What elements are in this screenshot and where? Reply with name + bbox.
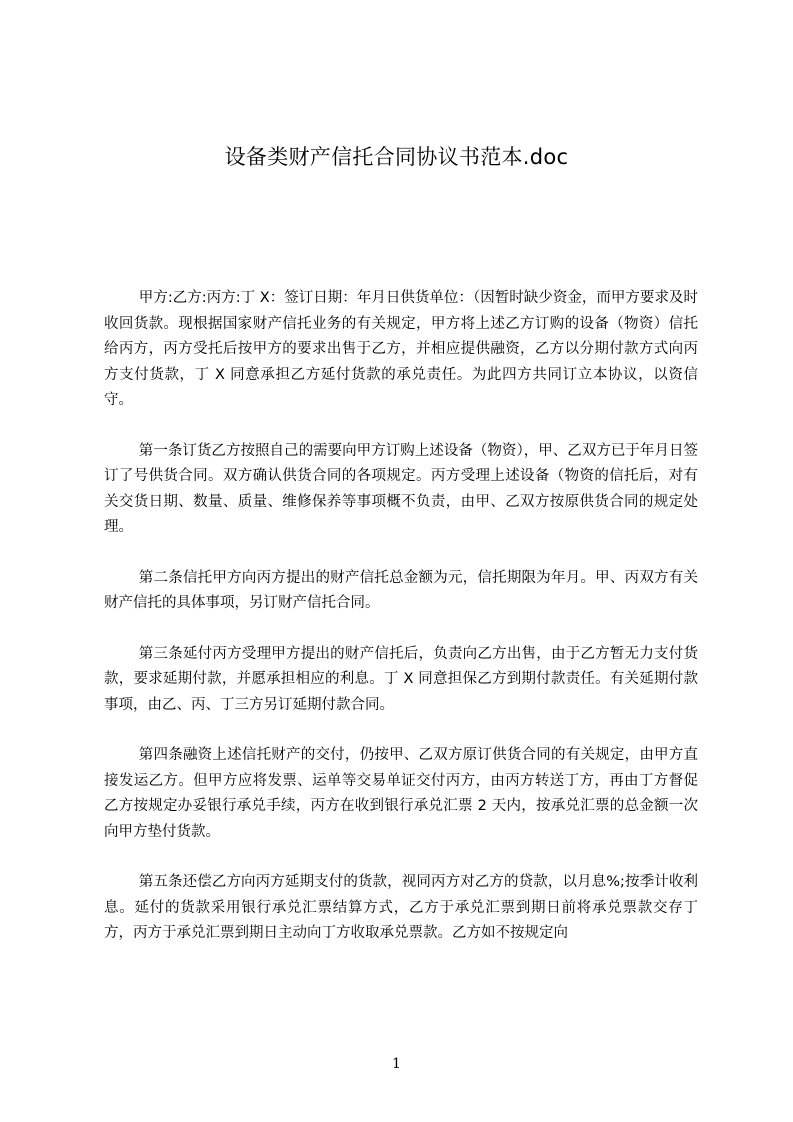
document-body (104, 286, 698, 946)
paragraph-parties: 甲方:乙方:丙方:丁 X：签订日期：年月日供货单位：（因暂时缺少资金，而甲方要求及时收回货款。现根据国家财产信托业务的有关规定，甲方将上述乙方订购的设备（物资）信托给丙方，丙方受托后按甲方的要求出售于乙方，并相应提供融资，乙方以分期付款方式向丙方支付货款，丁 X 同意承担乙方延付货款的承兑责任。为此四方共同订立本协议，以资信守。 (104, 290, 698, 408)
paragraph-article-2-trust: 第二条信托甲方向丙方提出的财产信托总金额为元，信托期限为年月。甲、丙双方有关财产信托的具体事项，另订财产信托合同。 (104, 569, 698, 611)
paragraph-article-5-repayment: 第五条还偿乙方向丙方延期支付的货款，视同丙方对乙方的贷款，以月息%;按季计收利息。延付的货款采用银行承兑汇票结算方式，乙方于承兑汇票到期日前将承兑票款交存丁方，丙方于承兑汇票到期日主动向丁方收取承兑票款。乙方如不按规定向 (104, 874, 698, 941)
paragraph-article-1-ordering: 第一条订货乙方按照自己的需要向甲方订购上述设备（物资），甲、乙双方已于年月日签订了号供货合同。双方确认供货合同的各项规定。丙方受理上述设备（物资的信托后，对有关交货日期、数量、质量、维修保养等事项概不负责，由甲、乙双方按原供货合同的规定处理。 (104, 442, 698, 535)
paragraph-article-3-deferred-payment: 第三条延付丙方受理甲方提出的财产信托后，负责向乙方出售，由于乙方暂无力支付货款，要求延期付款，并愿承担相应的利息。丁 X 同意担保乙方到期付款责任。有关延期付款事项，由乙、丙、丁三方另订延期付款合同。 (104, 645, 698, 713)
paragraph-article-4-financing: 第四条融资上述信托财产的交付，仍按甲、乙双方原订供货合同的有关规定，由甲方直接发运乙方。但甲方应将发票、运单等交易单证交付丙方，由丙方转送丁方，再由丁方督促乙方按规定办妥银行承兑手续，丙方在收到银行承兑汇票 2 天内，按承兑汇票的总金额一次向甲方垫付货款。 (104, 747, 698, 840)
page-number: 1 (392, 1056, 401, 1072)
document-title: 设备类财产信托合同协议书范本.doc (224, 145, 569, 169)
